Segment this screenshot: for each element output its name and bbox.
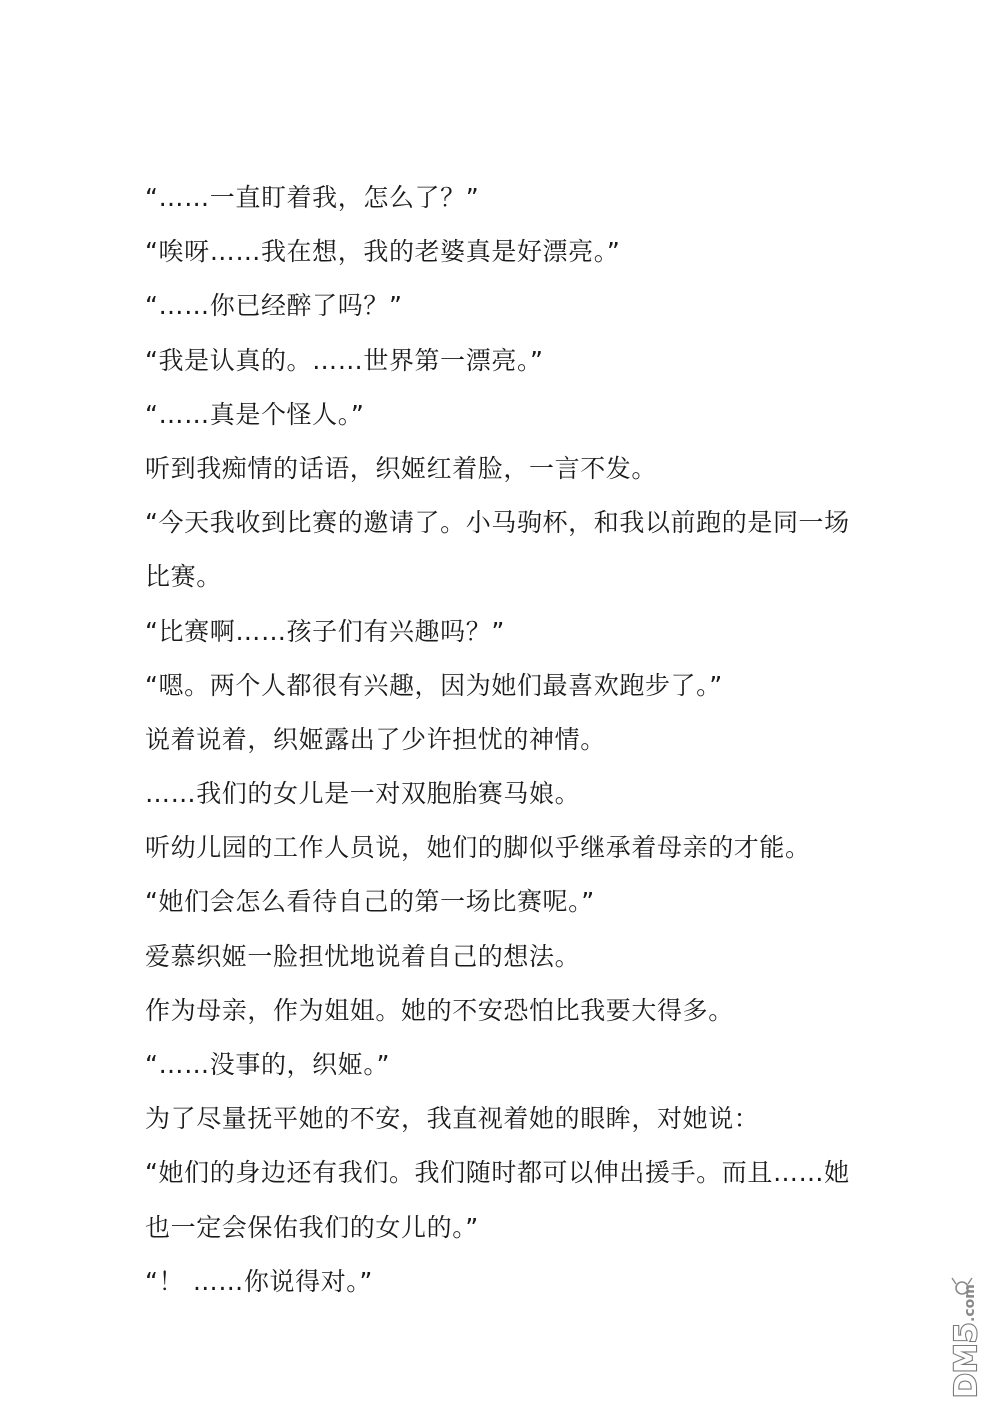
watermark-logo-graphic [942, 1240, 992, 1400]
text-line: “……一直盯着我，怎么了？” [145, 183, 480, 212]
text-line: 比赛。 [145, 562, 222, 592]
body-text [145, 171, 875, 1309]
text-line: 作为母亲，作为姐姐。她的不安恐怕比我要大得多。 [145, 995, 734, 1025]
text-line: “……真是个怪人。” [145, 399, 365, 429]
text-line: 爱慕织姬一脸担忧地说着自己的想法。 [145, 941, 581, 971]
text-line: “比赛啊……孩子们有兴趣吗？” [145, 616, 505, 646]
text-line: “她们会怎么看待自己的第一场比赛呢。” [145, 887, 595, 917]
text-line: 听到我痴情的话语，织姬红着脸，一言不发。 [145, 453, 658, 483]
text-line: “唉呀……我在想，我的老婆真是好漂亮。” [145, 237, 621, 267]
text-line: “她们的身边还有我们。我们随时都可以伸出援手。而且……她 [145, 1158, 850, 1188]
text-line: “今天我收到比赛的邀请了。小马驹杯，和我以前跑的是同一场 [145, 508, 850, 538]
svg-text:.com: .com [962, 1284, 978, 1322]
text-line: “……你已经醉了吗？” [145, 291, 403, 321]
text-line: 听幼儿园的工作人员说，她们的脚似乎继承着母亲的才能。 [145, 833, 811, 863]
text-line: “嗯。两个人都很有兴趣，因为她们最喜欢跑步了。” [145, 670, 723, 700]
text-line: “我是认真的。……世界第一漂亮。” [145, 345, 544, 375]
text-line: ……我们的女儿是一对双胞胎赛马娘。 [145, 779, 581, 809]
text-line: 为了尽量抚平她的不安，我直视着她的眼眸，对她说： [145, 1104, 760, 1134]
text-line: 说着说着，织姬露出了少许担忧的神情。 [145, 724, 606, 754]
text-line: “！ ……你说得对。” [145, 1266, 373, 1296]
text-line: 也一定会保佑我们的女儿的。” [145, 1212, 479, 1242]
watermark-logo [942, 1240, 992, 1400]
svg-text:DM5: DM5 [949, 1322, 984, 1398]
text-line: “……没事的，织姬。” [145, 1050, 391, 1079]
